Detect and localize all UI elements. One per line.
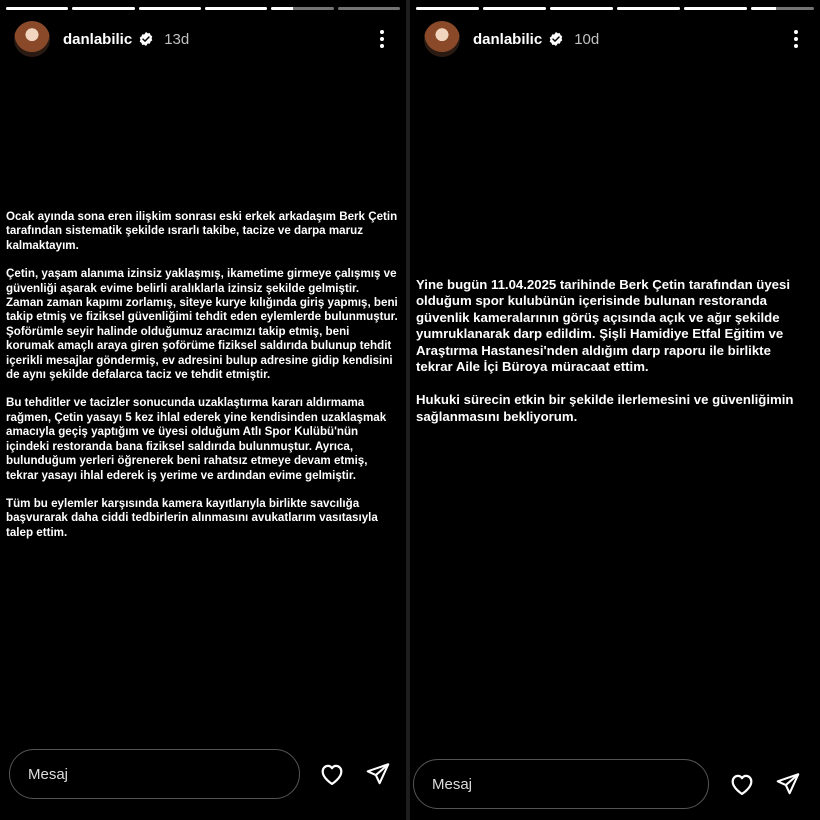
story-footer	[0, 728, 406, 820]
send-icon[interactable]	[773, 769, 803, 799]
progress-segment	[617, 7, 680, 10]
progress-segment	[338, 7, 400, 10]
progress-segment	[205, 7, 267, 10]
story-text	[6, 210, 398, 554]
progress-segment	[416, 7, 479, 10]
story-header	[14, 20, 392, 58]
heart-icon[interactable]	[317, 759, 347, 789]
more-vertical-icon[interactable]	[372, 27, 392, 51]
send-icon[interactable]	[363, 759, 393, 789]
progress-segment	[751, 7, 814, 10]
message-input[interactable]: Mesaj	[9, 749, 300, 799]
story-time: 10d	[574, 30, 600, 48]
progress-segment	[72, 7, 134, 10]
story-progress-bar	[6, 7, 400, 10]
story-time: 13d	[164, 30, 190, 48]
story-panel-right	[410, 0, 820, 820]
story-paragraph: Bu tehditler ve tacizler sonucunda uzaklaştırma kararı aldırmama rağmen, Çetin yasayı 5 kez ihlal ederek yine kendisinden uzaklaşmak amacıyla geçiş yaptığım ve üyesi olduğum Atlı Spor Kulübü'nün içindeki restoranda bana fiziksel saldırıda bulunmuştur. Ayrıca, bulunduğum yerleri öğrenerek beni rahatsız etmeye devam etmiş, tekrar yasayı ihlal ederek iş yerime ve ardından evime gelmiştir.	[6, 396, 387, 482]
story-panel-left	[0, 0, 406, 820]
story-progress-bar	[416, 7, 814, 10]
story-paragraph: Tüm bu eylemler karşısında kamera kayıtlarıyla birlikte savcılığa başvurarak daha ciddi tedbirlerin alınmasını avukatlarım vasıtasıyla talep ettim.	[6, 496, 378, 539]
username[interactable]: danlabilic	[473, 30, 543, 48]
heart-icon[interactable]	[727, 769, 757, 799]
story-paragraph: Yine bugün 11.04.2025 tarihinde Berk Çetin tarafından üyesi olduğum spor kulubünün içerisinde bulunan restoranda güvenlik kameralarının görüş açısında açık ve ağır şekilde yumruklanarak darp edildim. Şişli Hamidiye Etfal Eğitim ve Araştırma Hastanesi'nden aldığım darp raporu ile birlikte tekrar Aile İçi Büroya müracaat ettim.	[416, 277, 791, 375]
avatar[interactable]	[424, 21, 460, 57]
progress-segment	[139, 7, 201, 10]
story-paragraph: Çetin, yaşam alanıma izinsiz yaklaşmış, ikametime girmeye çalışmış ve güvenliği aşarak evime belirli aralıklarla izinsiz şekilde gelmiştir. Zaman zaman kapımı zorlamış, siteye kurye kılığında giriş yapmış, beni takip etmiş ve fiziksel güvenliğimi tehdit eden eylemlerde bulunmuştur. Şoförümle seyir halinde olduğumuz aracımızı takip etmiş, beni korumak amaçlı araya giren şoförüme fiziksel saldırıda bulunup tehdit içerikli mesajlar göndermiş, ev adresini bulup adresine gidip kendisini de aynı şekilde defalarca taciz ve tehdit etmiştir.	[6, 267, 398, 382]
progress-segment	[684, 7, 747, 10]
story-footer	[410, 738, 820, 820]
progress-segment	[550, 7, 613, 10]
story-paragraph: Ocak ayında sona eren ilişkim sonrası eski erkek arkadaşım Berk Çetin tarafından sistematik şekilde ısrarlı takibe, tacize ve darpa maruz kalmaktayım.	[6, 210, 398, 252]
story-paragraph: Hukuki sürecin etkin bir şekilde ilerlemesini ve güvenliğimin sağlanmasını bekliyorum.	[416, 392, 794, 424]
progress-segment	[271, 7, 333, 10]
verified-badge-icon	[548, 31, 564, 47]
story-text	[416, 277, 808, 442]
progress-segment	[483, 7, 546, 10]
message-input[interactable]: Mesaj	[413, 759, 709, 809]
more-vertical-icon[interactable]	[786, 27, 806, 51]
progress-segment	[6, 7, 68, 10]
username[interactable]: danlabilic	[63, 30, 133, 48]
story-header	[424, 20, 806, 58]
avatar[interactable]	[14, 21, 50, 57]
verified-badge-icon	[138, 31, 154, 47]
